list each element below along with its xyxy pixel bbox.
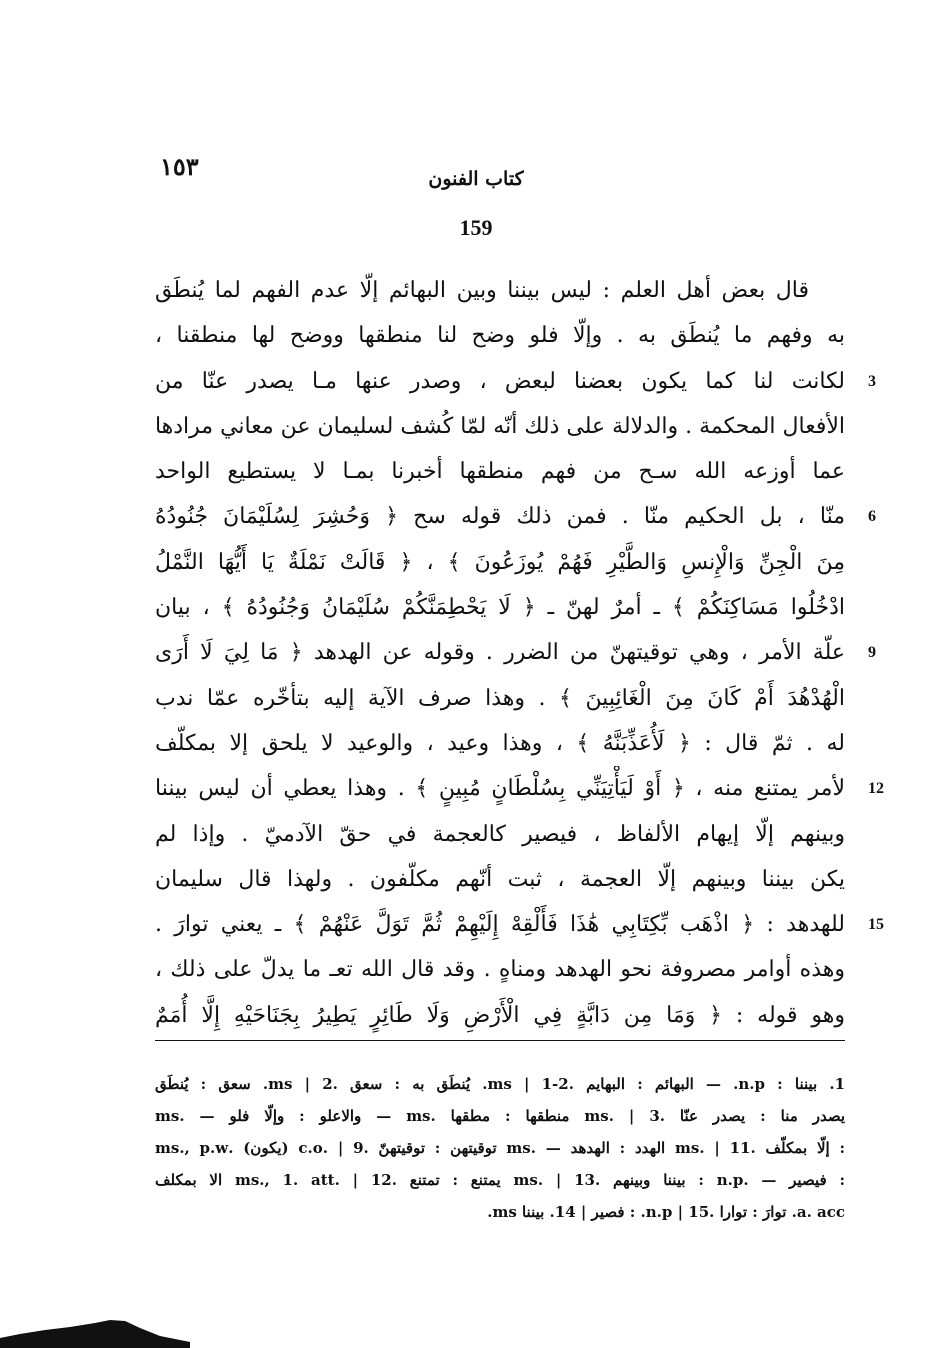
- text-line: منّا ، بل الحكيم منّا . فمن ذلك قوله سح ﴿ وَحُشِرَ لِسُلَيْمَانَ جُنُودُهُ: [155, 504, 845, 530]
- line-number: [868, 812, 908, 857]
- line-number: [868, 993, 908, 1038]
- text-line: علّة الأمر ، وهي توقيتهنّ من الضرر . وقوله عن الهدهد ﴿ مَا لِيَ لَا أَرَى: [155, 640, 845, 666]
- line-number: 3: [868, 372, 876, 390]
- critical-apparatus: [155, 1068, 845, 1228]
- line-number: 12: [868, 780, 884, 798]
- line-number: 15: [868, 916, 884, 934]
- page-number: ١٥٣: [160, 152, 199, 181]
- text-line: قال بعض أهل العلم : ليس بيننا وبين البهائم إلّا عدم الفهم لما يُنطَق: [155, 278, 809, 303]
- main-text: [155, 268, 845, 1038]
- text-line: الأفعال المحكمة . والدلالة على ذلك أنّه لمّا كُشف لسليمان عن معاني مرادها: [155, 413, 845, 439]
- text-line: وبينهم إلّا إيهام الألفاظ ، فيصير كالعجمة في حقّ الآدميّ . وإذا لم: [155, 821, 845, 847]
- text-line: به وفهم ما يُنطَق به . وإلّا فلو وضح لنا منطقها ووضح لها منطقنا ،: [155, 323, 845, 349]
- line-number: [868, 585, 908, 630]
- text-line: له . ثمّ قال : ﴿ لَأُعَذِّبَنَّهُ ﴾ ، وهذا وعيد ، والوعيد لا يلحق إلا بمكلّف: [155, 730, 845, 756]
- line-number: [868, 313, 908, 358]
- line-number: [868, 676, 908, 721]
- text-line: عما أوزعه الله سـح من فهم منطقها أخبرنا بمـا لا يستطيع الواحد: [155, 459, 845, 485]
- text-line: الْهُدْهُدَ أَمْ كَانَ مِنَ الْغَائِبِينَ ﴾ . وهذا صرف الآية إليه بتأخّره عمّا ندب: [155, 685, 845, 711]
- line-number: [868, 540, 908, 585]
- text-line: للهدهد : ﴿ اذْهَب بِّكِتَابِي هَٰذَا فَأَلْقِهْ إِلَيْهِمْ ثُمَّ تَوَلَّ عَنْهُمْ ﴾ ـ يعني توارَ .: [155, 912, 845, 938]
- scan-edge-mark: [0, 1308, 190, 1348]
- apparatus-line: يصدر منا : يصدر عنّا .3 | .ms منطقها : مطقها .ms — والاعلو : وإلّا فلو — .ms: [155, 1107, 845, 1125]
- line-number: [868, 449, 908, 494]
- text-line: وهو قوله : ﴿ وَمَا مِن دَابَّةٍ فِي الْأَرْضِ وَلَا طَائِرٍ يَطِيرُ بِجَنَاحَيْهِ إِلَّا أُمَمٌ: [155, 1002, 845, 1028]
- apparatus-line: : فيصير — .n.p : بيننا وبينهم .13 | .ms يمتنع : تمتنع .12 | .ms., 1. att الا بمكلف: [155, 1171, 845, 1189]
- line-number: 6: [868, 508, 876, 526]
- line-number: [868, 857, 908, 902]
- line-number: [868, 721, 908, 766]
- text-line: لكانت لنا كما يكون بعضنا لبعض ، وصدر عنها مـا يصدر عنّا من: [155, 368, 845, 394]
- line-number: [868, 404, 908, 449]
- text-line: مِنَ الْجِنِّ وَالْإِنسِ وَالطَّيْرِ فَهُمْ يُوزَعُونَ ﴾ ، ﴿ قَالَتْ نَمْلَةٌ يَا أَيُّهَا النَّمْلُ: [155, 549, 845, 575]
- line-number: [868, 268, 908, 313]
- apparatus-line: 1. بيننا : n.p. — البهائم : البهايم .ms | 1-2. يُنطَق به : سعق .ms | 2. سعق : يُنطَق: [155, 1075, 845, 1093]
- running-title: كتاب الفنون: [428, 168, 524, 190]
- section-number: 159: [459, 215, 493, 240]
- text-line: يكن بيننا وبينهم إلّا العجمة ، ثبت أنّهم مكلّفون . ولهذا قال سليمان: [155, 866, 845, 892]
- text-line: ادْخُلُوا مَسَاكِنَكُمْ ﴾ ـ أمرٌ لهنّ ـ ﴿ لَا يَحْطِمَنَّكُمْ سُلَيْمَانُ وَجُنُودُهُ ﴾ ، بيان: [155, 595, 845, 621]
- line-number: [868, 947, 908, 992]
- footnote-divider: [155, 1040, 845, 1041]
- line-number-margin: [868, 268, 908, 1038]
- apparatus-line: : إلّا بمكلّف .11 | .ms الهدد : الهدهد — .ms توقيتهن : توقيتهنّ .9 | .c.o (يكون) .ms., p.w: [155, 1139, 845, 1157]
- text-line: وهذه أوامر مصروفة نحو الهدهد ومناهٍ . وقد قال الله تعـ ما يدلّ على ذلك ،: [155, 957, 845, 983]
- text-line: لأمر يمتنع منه ، ﴿ أَوْ لَيَأْتِيَنِّي بِسُلْطَانٍ مُبِينٍ ﴾ . وهذا يعطي أن ليس بيننا: [155, 776, 845, 802]
- line-number: 9: [868, 644, 876, 662]
- apparatus-line: .ms فصير | 14. بيننا : .n.p | 15. توارَ : توارا .a. acc: [487, 1203, 845, 1221]
